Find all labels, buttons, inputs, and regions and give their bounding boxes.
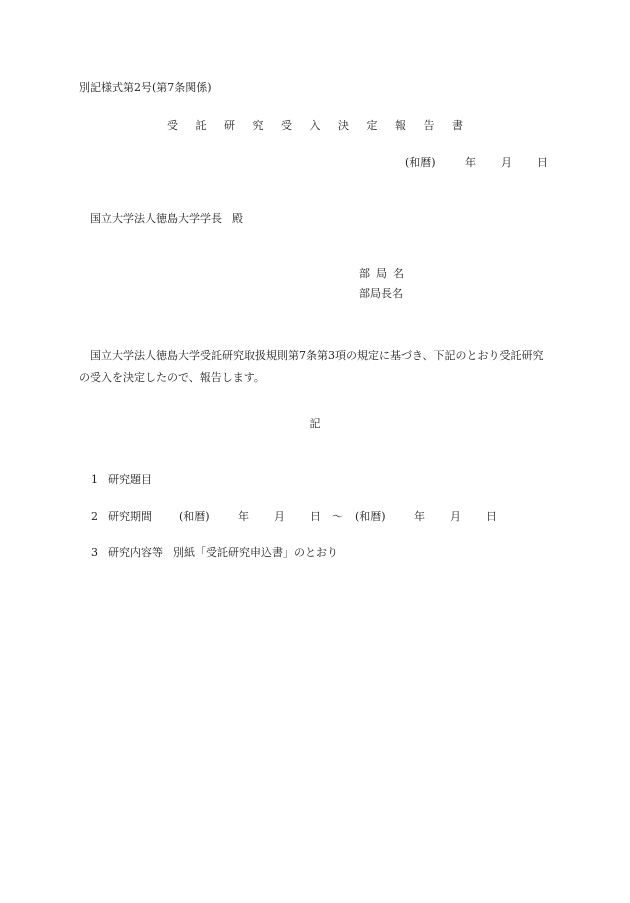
sender-department: 部局名 bbox=[359, 267, 410, 280]
period-start-day: 日 bbox=[310, 510, 321, 523]
period-start-era: (和暦) bbox=[179, 510, 210, 523]
report-date-line bbox=[405, 157, 548, 168]
item-number: 3 bbox=[91, 546, 98, 559]
ki-heading: 記 bbox=[309, 417, 321, 430]
period-separator: 〜 bbox=[332, 510, 343, 523]
item-label: 研究題目 bbox=[108, 473, 152, 486]
body-paragraph: 国立大学法人徳島大学受託研究取扱規則第7条第3項の規定に基づき、下記のとおり受託研究の受入を決定したので、報告します。 bbox=[79, 349, 544, 384]
addressee-honorific: 殿 bbox=[232, 212, 243, 225]
list-item-research-title bbox=[91, 474, 152, 485]
item-number: 2 bbox=[91, 510, 98, 523]
period-end-month: 月 bbox=[450, 510, 461, 523]
addressee bbox=[90, 213, 243, 224]
period-start-month: 月 bbox=[274, 510, 285, 523]
period-end-era: (和暦) bbox=[355, 510, 386, 523]
document-title bbox=[0, 120, 630, 131]
period-start-year: 年 bbox=[238, 510, 249, 523]
item-number: 1 bbox=[91, 473, 98, 486]
sender-department-head: 部局長名 bbox=[359, 287, 403, 300]
document-title-text: 受 託 研 究 受 入 決 定 報 告 書 bbox=[167, 119, 470, 132]
date-year-label: 年 bbox=[465, 156, 476, 169]
list-item-research-content bbox=[91, 547, 338, 558]
date-day-label: 日 bbox=[537, 156, 548, 169]
date-era-label: (和暦) bbox=[405, 156, 436, 169]
item-value: 別紙「受託研究申込書」のとおり bbox=[173, 546, 338, 559]
item-label: 研究内容等 bbox=[108, 546, 163, 559]
list-item-research-period bbox=[91, 511, 497, 522]
period-end-day: 日 bbox=[486, 510, 497, 523]
addressee-name: 国立大学法人徳島大学学長 bbox=[90, 212, 222, 225]
date-month-label: 月 bbox=[501, 156, 512, 169]
item-label: 研究期間 bbox=[108, 510, 152, 523]
period-end-year: 年 bbox=[414, 510, 425, 523]
form-number: 別記様式第2号(第7条関係) bbox=[79, 81, 212, 94]
